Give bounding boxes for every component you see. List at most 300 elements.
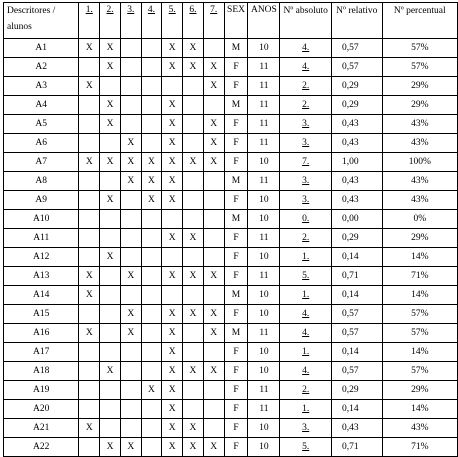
anos-cell: 11: [248, 134, 280, 153]
header-percentual: Nº percentual: [382, 3, 457, 39]
absolute-count-cell: 7.: [280, 153, 332, 172]
descriptor-1-mark-cell: X: [79, 419, 100, 438]
header-descritores: Descritores / alunos: [4, 3, 79, 39]
descriptor-3-mark-cell: X: [120, 438, 141, 457]
descriptor-1-mark-cell: [79, 305, 100, 324]
anos-cell: 11: [248, 324, 280, 343]
descriptor-5-mark-cell: [162, 210, 183, 229]
descriptor-4-mark-cell: [141, 58, 162, 77]
descriptor-1-mark-cell: [79, 343, 100, 362]
student-name-cell: A8: [4, 172, 79, 191]
descriptor-5-mark-cell: X: [162, 343, 183, 362]
descriptor-4-mark-cell: [141, 134, 162, 153]
descriptor-5-mark-cell: X: [162, 438, 183, 457]
descriptor-3-mark-cell: [120, 229, 141, 248]
absolute-count-cell: 1.: [280, 248, 332, 267]
descriptor-3-mark-cell: [120, 58, 141, 77]
descriptor-4-mark-cell: [141, 229, 162, 248]
sex-cell: F: [224, 343, 248, 362]
descriptor-7-mark-cell: X: [203, 362, 224, 381]
table-row: [4, 419, 458, 438]
relative-value-cell: 0,57: [331, 58, 382, 77]
student-name-cell: A10: [4, 210, 79, 229]
descriptor-2-mark-cell: X: [100, 438, 121, 457]
student-name-cell: A18: [4, 362, 79, 381]
descriptor-4-mark-cell: X: [141, 381, 162, 400]
table-row: [4, 305, 458, 324]
absolute-count-cell: 4.: [280, 39, 332, 58]
anos-cell: 11: [248, 400, 280, 419]
percent-cell: 43%: [382, 191, 457, 210]
table-row: [4, 438, 458, 457]
descriptor-1-mark-cell: [79, 58, 100, 77]
table-row: [4, 267, 458, 286]
descriptor-4-mark-cell: [141, 96, 162, 115]
student-name-cell: A3: [4, 77, 79, 96]
descriptor-3-mark-cell: [120, 343, 141, 362]
percent-cell: 57%: [382, 362, 457, 381]
percent-cell: 57%: [382, 324, 457, 343]
absolute-count-cell: 4.: [280, 305, 332, 324]
table-row: [4, 229, 458, 248]
header-descriptor-2: 2.: [100, 3, 121, 39]
relative-value-cell: 1,00: [331, 153, 382, 172]
anos-cell: 11: [248, 77, 280, 96]
sex-cell: M: [224, 96, 248, 115]
descriptor-2-mark-cell: [100, 343, 121, 362]
absolute-count-cell: 1.: [280, 343, 332, 362]
sex-cell: F: [224, 77, 248, 96]
descriptor-6-mark-cell: [183, 210, 204, 229]
relative-value-cell: 0,29: [331, 96, 382, 115]
descriptor-1-mark-cell: X: [79, 153, 100, 172]
percent-cell: 29%: [382, 229, 457, 248]
student-name-cell: A20: [4, 400, 79, 419]
percent-cell: 29%: [382, 381, 457, 400]
student-name-cell: A19: [4, 381, 79, 400]
descriptor-7-mark-cell: X: [203, 267, 224, 286]
anos-cell: 11: [248, 267, 280, 286]
header-sex: SEX: [224, 3, 248, 39]
descriptor-2-mark-cell: X: [100, 191, 121, 210]
descriptor-3-mark-cell: [120, 419, 141, 438]
descriptor-7-mark-cell: [203, 39, 224, 58]
descriptor-4-mark-cell: [141, 210, 162, 229]
sex-cell: F: [224, 134, 248, 153]
descriptor-5-mark-cell: X: [162, 58, 183, 77]
descriptor-3-mark-cell: [120, 115, 141, 134]
relative-value-cell: 0,29: [331, 381, 382, 400]
descriptor-1-mark-cell: X: [79, 267, 100, 286]
descriptor-1-mark-cell: X: [79, 286, 100, 305]
absolute-count-cell: 1.: [280, 400, 332, 419]
relative-value-cell: 0,43: [331, 134, 382, 153]
descriptor-5-mark-cell: X: [162, 305, 183, 324]
sex-cell: F: [224, 153, 248, 172]
sex-cell: M: [224, 286, 248, 305]
relative-value-cell: 0,14: [331, 248, 382, 267]
descriptor-2-mark-cell: [100, 400, 121, 419]
sex-cell: F: [224, 381, 248, 400]
descriptor-6-mark-cell: X: [183, 58, 204, 77]
relative-value-cell: 0,57: [331, 39, 382, 58]
descriptor-3-mark-cell: [120, 210, 141, 229]
sex-cell: F: [224, 362, 248, 381]
absolute-count-cell: 3.: [280, 191, 332, 210]
descriptor-1-mark-cell: X: [79, 39, 100, 58]
descriptor-3-mark-cell: X: [120, 134, 141, 153]
absolute-count-cell: 3.: [280, 115, 332, 134]
percent-cell: 43%: [382, 115, 457, 134]
sex-cell: F: [224, 115, 248, 134]
descriptor-7-mark-cell: X: [203, 305, 224, 324]
sex-cell: M: [224, 39, 248, 58]
descriptor-3-mark-cell: [120, 191, 141, 210]
sex-cell: F: [224, 191, 248, 210]
table-row: [4, 286, 458, 305]
relative-value-cell: 0,29: [331, 77, 382, 96]
descriptor-4-mark-cell: X: [141, 153, 162, 172]
descriptor-5-mark-cell: [162, 77, 183, 96]
descriptor-2-mark-cell: [100, 229, 121, 248]
descriptor-2-mark-cell: [100, 172, 121, 191]
descriptor-4-mark-cell: [141, 267, 162, 286]
descriptor-7-mark-cell: [203, 191, 224, 210]
percent-cell: 71%: [382, 267, 457, 286]
student-name-cell: A5: [4, 115, 79, 134]
student-name-cell: A16: [4, 324, 79, 343]
percent-cell: 14%: [382, 343, 457, 362]
anos-cell: 11: [248, 172, 280, 191]
anos-cell: 10: [248, 419, 280, 438]
sex-cell: M: [224, 324, 248, 343]
descriptor-1-mark-cell: [79, 362, 100, 381]
descriptor-6-mark-cell: X: [183, 305, 204, 324]
student-name-cell: A15: [4, 305, 79, 324]
percent-cell: 14%: [382, 248, 457, 267]
absolute-count-cell: 1.: [280, 286, 332, 305]
descriptor-4-mark-cell: X: [141, 191, 162, 210]
absolute-count-cell: 4.: [280, 362, 332, 381]
descriptor-5-mark-cell: X: [162, 39, 183, 58]
anos-cell: 11: [248, 229, 280, 248]
descriptor-6-mark-cell: [183, 400, 204, 419]
anos-cell: 11: [248, 381, 280, 400]
percent-cell: 43%: [382, 134, 457, 153]
header-descriptor-7: 7.: [203, 3, 224, 39]
student-name-cell: A17: [4, 343, 79, 362]
descriptor-2-mark-cell: [100, 381, 121, 400]
relative-value-cell: 0,00: [331, 210, 382, 229]
absolute-count-cell: 2.: [280, 77, 332, 96]
student-name-cell: A13: [4, 267, 79, 286]
anos-cell: 10: [248, 153, 280, 172]
descriptor-7-mark-cell: X: [203, 324, 224, 343]
descriptor-4-mark-cell: [141, 419, 162, 438]
descriptor-2-mark-cell: X: [100, 153, 121, 172]
descriptor-5-mark-cell: X: [162, 96, 183, 115]
percent-cell: 43%: [382, 172, 457, 191]
percent-cell: 29%: [382, 77, 457, 96]
descriptor-7-mark-cell: X: [203, 134, 224, 153]
descriptor-2-mark-cell: X: [100, 248, 121, 267]
descriptor-5-mark-cell: X: [162, 153, 183, 172]
descriptors-table-container: [3, 2, 458, 457]
descriptor-1-mark-cell: [79, 210, 100, 229]
table-row: [4, 134, 458, 153]
absolute-count-cell: 2.: [280, 229, 332, 248]
student-name-cell: A12: [4, 248, 79, 267]
student-name-cell: A9: [4, 191, 79, 210]
descriptor-3-mark-cell: [120, 248, 141, 267]
descriptor-4-mark-cell: [141, 438, 162, 457]
descriptor-7-mark-cell: [203, 286, 224, 305]
descriptor-6-mark-cell: [183, 324, 204, 343]
percent-cell: 57%: [382, 58, 457, 77]
descriptor-2-mark-cell: X: [100, 115, 121, 134]
descriptor-3-mark-cell: [120, 96, 141, 115]
sex-cell: F: [224, 419, 248, 438]
descriptor-1-mark-cell: [79, 115, 100, 134]
relative-value-cell: 0,43: [331, 172, 382, 191]
percent-cell: 14%: [382, 400, 457, 419]
student-name-cell: A11: [4, 229, 79, 248]
descriptor-2-mark-cell: [100, 77, 121, 96]
descriptor-1-mark-cell: X: [79, 324, 100, 343]
descriptor-3-mark-cell: X: [120, 324, 141, 343]
header-descriptor-6: 6.: [183, 3, 204, 39]
descriptor-6-mark-cell: [183, 96, 204, 115]
descriptor-6-mark-cell: [183, 381, 204, 400]
sex-cell: F: [224, 305, 248, 324]
descriptor-2-mark-cell: [100, 305, 121, 324]
descriptor-7-mark-cell: X: [203, 115, 224, 134]
absolute-count-cell: 3.: [280, 134, 332, 153]
absolute-count-cell: 0.: [280, 210, 332, 229]
anos-cell: 10: [248, 343, 280, 362]
descriptor-5-mark-cell: X: [162, 115, 183, 134]
relative-value-cell: 0,71: [331, 267, 382, 286]
anos-cell: 10: [248, 39, 280, 58]
absolute-count-cell: 5.: [280, 267, 332, 286]
table-body: [4, 39, 458, 457]
descriptors-table: [3, 2, 458, 457]
descriptor-7-mark-cell: X: [203, 438, 224, 457]
anos-cell: 10: [248, 191, 280, 210]
sex-cell: F: [224, 267, 248, 286]
table-row: [4, 248, 458, 267]
student-name-cell: A22: [4, 438, 79, 457]
percent-cell: 0%: [382, 210, 457, 229]
anos-cell: 11: [248, 96, 280, 115]
anos-cell: 10: [248, 210, 280, 229]
descriptor-6-mark-cell: X: [183, 153, 204, 172]
descriptor-5-mark-cell: X: [162, 400, 183, 419]
sex-cell: F: [224, 400, 248, 419]
descriptor-2-mark-cell: [100, 134, 121, 153]
descriptor-2-mark-cell: X: [100, 96, 121, 115]
sex-cell: F: [224, 58, 248, 77]
descriptor-2-mark-cell: [100, 286, 121, 305]
absolute-count-cell: 4.: [280, 324, 332, 343]
student-name-cell: A2: [4, 58, 79, 77]
descriptor-3-mark-cell: X: [120, 305, 141, 324]
header-descriptor-5: 5.: [162, 3, 183, 39]
table-row: [4, 210, 458, 229]
relative-value-cell: 0,57: [331, 324, 382, 343]
header-row: [4, 3, 458, 39]
descriptor-3-mark-cell: [120, 381, 141, 400]
student-name-cell: A6: [4, 134, 79, 153]
descriptor-2-mark-cell: X: [100, 362, 121, 381]
percent-cell: 57%: [382, 39, 457, 58]
table-row: [4, 191, 458, 210]
descriptor-6-mark-cell: X: [183, 229, 204, 248]
table-row: [4, 172, 458, 191]
relative-value-cell: 0,29: [331, 229, 382, 248]
descriptor-6-mark-cell: X: [183, 39, 204, 58]
absolute-count-cell: 2.: [280, 381, 332, 400]
relative-value-cell: 0,43: [331, 191, 382, 210]
descriptor-1-mark-cell: [79, 96, 100, 115]
student-name-cell: A1: [4, 39, 79, 58]
descriptor-3-mark-cell: X: [120, 172, 141, 191]
sex-cell: M: [224, 172, 248, 191]
sex-cell: F: [224, 438, 248, 457]
relative-value-cell: 0,57: [331, 362, 382, 381]
descriptor-7-mark-cell: [203, 343, 224, 362]
descriptor-4-mark-cell: [141, 343, 162, 362]
descriptor-4-mark-cell: [141, 324, 162, 343]
descriptor-4-mark-cell: [141, 400, 162, 419]
descriptor-5-mark-cell: X: [162, 134, 183, 153]
header-anos: ANOS: [248, 3, 280, 39]
relative-value-cell: 0,14: [331, 286, 382, 305]
sex-cell: F: [224, 229, 248, 248]
table-row: [4, 77, 458, 96]
descriptor-7-mark-cell: [203, 419, 224, 438]
descriptor-3-mark-cell: [120, 362, 141, 381]
descriptor-1-mark-cell: [79, 400, 100, 419]
anos-cell: 11: [248, 115, 280, 134]
descriptor-5-mark-cell: X: [162, 191, 183, 210]
percent-cell: 71%: [382, 438, 457, 457]
descriptor-4-mark-cell: [141, 39, 162, 58]
descriptor-1-mark-cell: [79, 438, 100, 457]
table-row: [4, 400, 458, 419]
percent-cell: 29%: [382, 96, 457, 115]
student-name-cell: A4: [4, 96, 79, 115]
descriptor-6-mark-cell: X: [183, 267, 204, 286]
relative-value-cell: 0,43: [331, 419, 382, 438]
descriptor-7-mark-cell: X: [203, 153, 224, 172]
header-absoluto: Nº absoluto: [280, 3, 332, 39]
descriptor-5-mark-cell: X: [162, 172, 183, 191]
descriptor-6-mark-cell: [183, 191, 204, 210]
descriptor-6-mark-cell: X: [183, 419, 204, 438]
descriptor-3-mark-cell: X: [120, 153, 141, 172]
table-row: [4, 324, 458, 343]
percent-cell: 14%: [382, 286, 457, 305]
student-name-cell: A21: [4, 419, 79, 438]
descriptor-5-mark-cell: X: [162, 419, 183, 438]
descriptor-7-mark-cell: [203, 172, 224, 191]
relative-value-cell: 0,71: [331, 438, 382, 457]
table-row: [4, 153, 458, 172]
relative-value-cell: 0,43: [331, 115, 382, 134]
relative-value-cell: 0,57: [331, 305, 382, 324]
descriptor-1-mark-cell: [79, 248, 100, 267]
descriptor-2-mark-cell: [100, 419, 121, 438]
descriptor-6-mark-cell: [183, 172, 204, 191]
descriptor-5-mark-cell: X: [162, 324, 183, 343]
descriptor-7-mark-cell: X: [203, 58, 224, 77]
descriptor-4-mark-cell: X: [141, 172, 162, 191]
absolute-count-cell: 4.: [280, 58, 332, 77]
descriptor-2-mark-cell: [100, 267, 121, 286]
student-name-cell: A7: [4, 153, 79, 172]
descriptor-7-mark-cell: X: [203, 77, 224, 96]
table-row: [4, 96, 458, 115]
descriptor-7-mark-cell: [203, 96, 224, 115]
descriptor-2-mark-cell: [100, 324, 121, 343]
descriptor-6-mark-cell: [183, 248, 204, 267]
descriptor-2-mark-cell: [100, 210, 121, 229]
descriptor-4-mark-cell: [141, 77, 162, 96]
sex-cell: F: [224, 248, 248, 267]
descriptor-3-mark-cell: [120, 39, 141, 58]
descriptor-4-mark-cell: [141, 248, 162, 267]
descriptor-6-mark-cell: [183, 343, 204, 362]
anos-cell: 10: [248, 248, 280, 267]
table-row: [4, 381, 458, 400]
header-descriptor-1: 1.: [79, 3, 100, 39]
descriptor-7-mark-cell: [203, 381, 224, 400]
percent-cell: 57%: [382, 305, 457, 324]
descriptor-6-mark-cell: [183, 134, 204, 153]
descriptor-5-mark-cell: [162, 248, 183, 267]
descriptor-6-mark-cell: [183, 77, 204, 96]
descriptor-3-mark-cell: [120, 77, 141, 96]
table-row: [4, 39, 458, 58]
header-descriptor-3: 3.: [120, 3, 141, 39]
table-row: [4, 58, 458, 77]
relative-value-cell: 0,14: [331, 343, 382, 362]
relative-value-cell: 0,14: [331, 400, 382, 419]
anos-cell: 10: [248, 305, 280, 324]
student-name-cell: A14: [4, 286, 79, 305]
table-row: [4, 115, 458, 134]
descriptor-6-mark-cell: X: [183, 438, 204, 457]
sex-cell: M: [224, 210, 248, 229]
descriptor-5-mark-cell: X: [162, 267, 183, 286]
descriptor-4-mark-cell: [141, 115, 162, 134]
table-row: [4, 362, 458, 381]
anos-cell: 11: [248, 58, 280, 77]
header-descriptor-4: 4.: [141, 3, 162, 39]
descriptor-7-mark-cell: [203, 400, 224, 419]
descriptor-6-mark-cell: [183, 286, 204, 305]
descriptor-6-mark-cell: X: [183, 362, 204, 381]
anos-cell: 10: [248, 438, 280, 457]
descriptor-6-mark-cell: [183, 115, 204, 134]
anos-cell: 10: [248, 286, 280, 305]
anos-cell: 10: [248, 362, 280, 381]
absolute-count-cell: 2.: [280, 96, 332, 115]
descriptor-5-mark-cell: X: [162, 229, 183, 248]
header-relativo: Nº relativo: [331, 3, 382, 39]
descriptor-1-mark-cell: [79, 172, 100, 191]
